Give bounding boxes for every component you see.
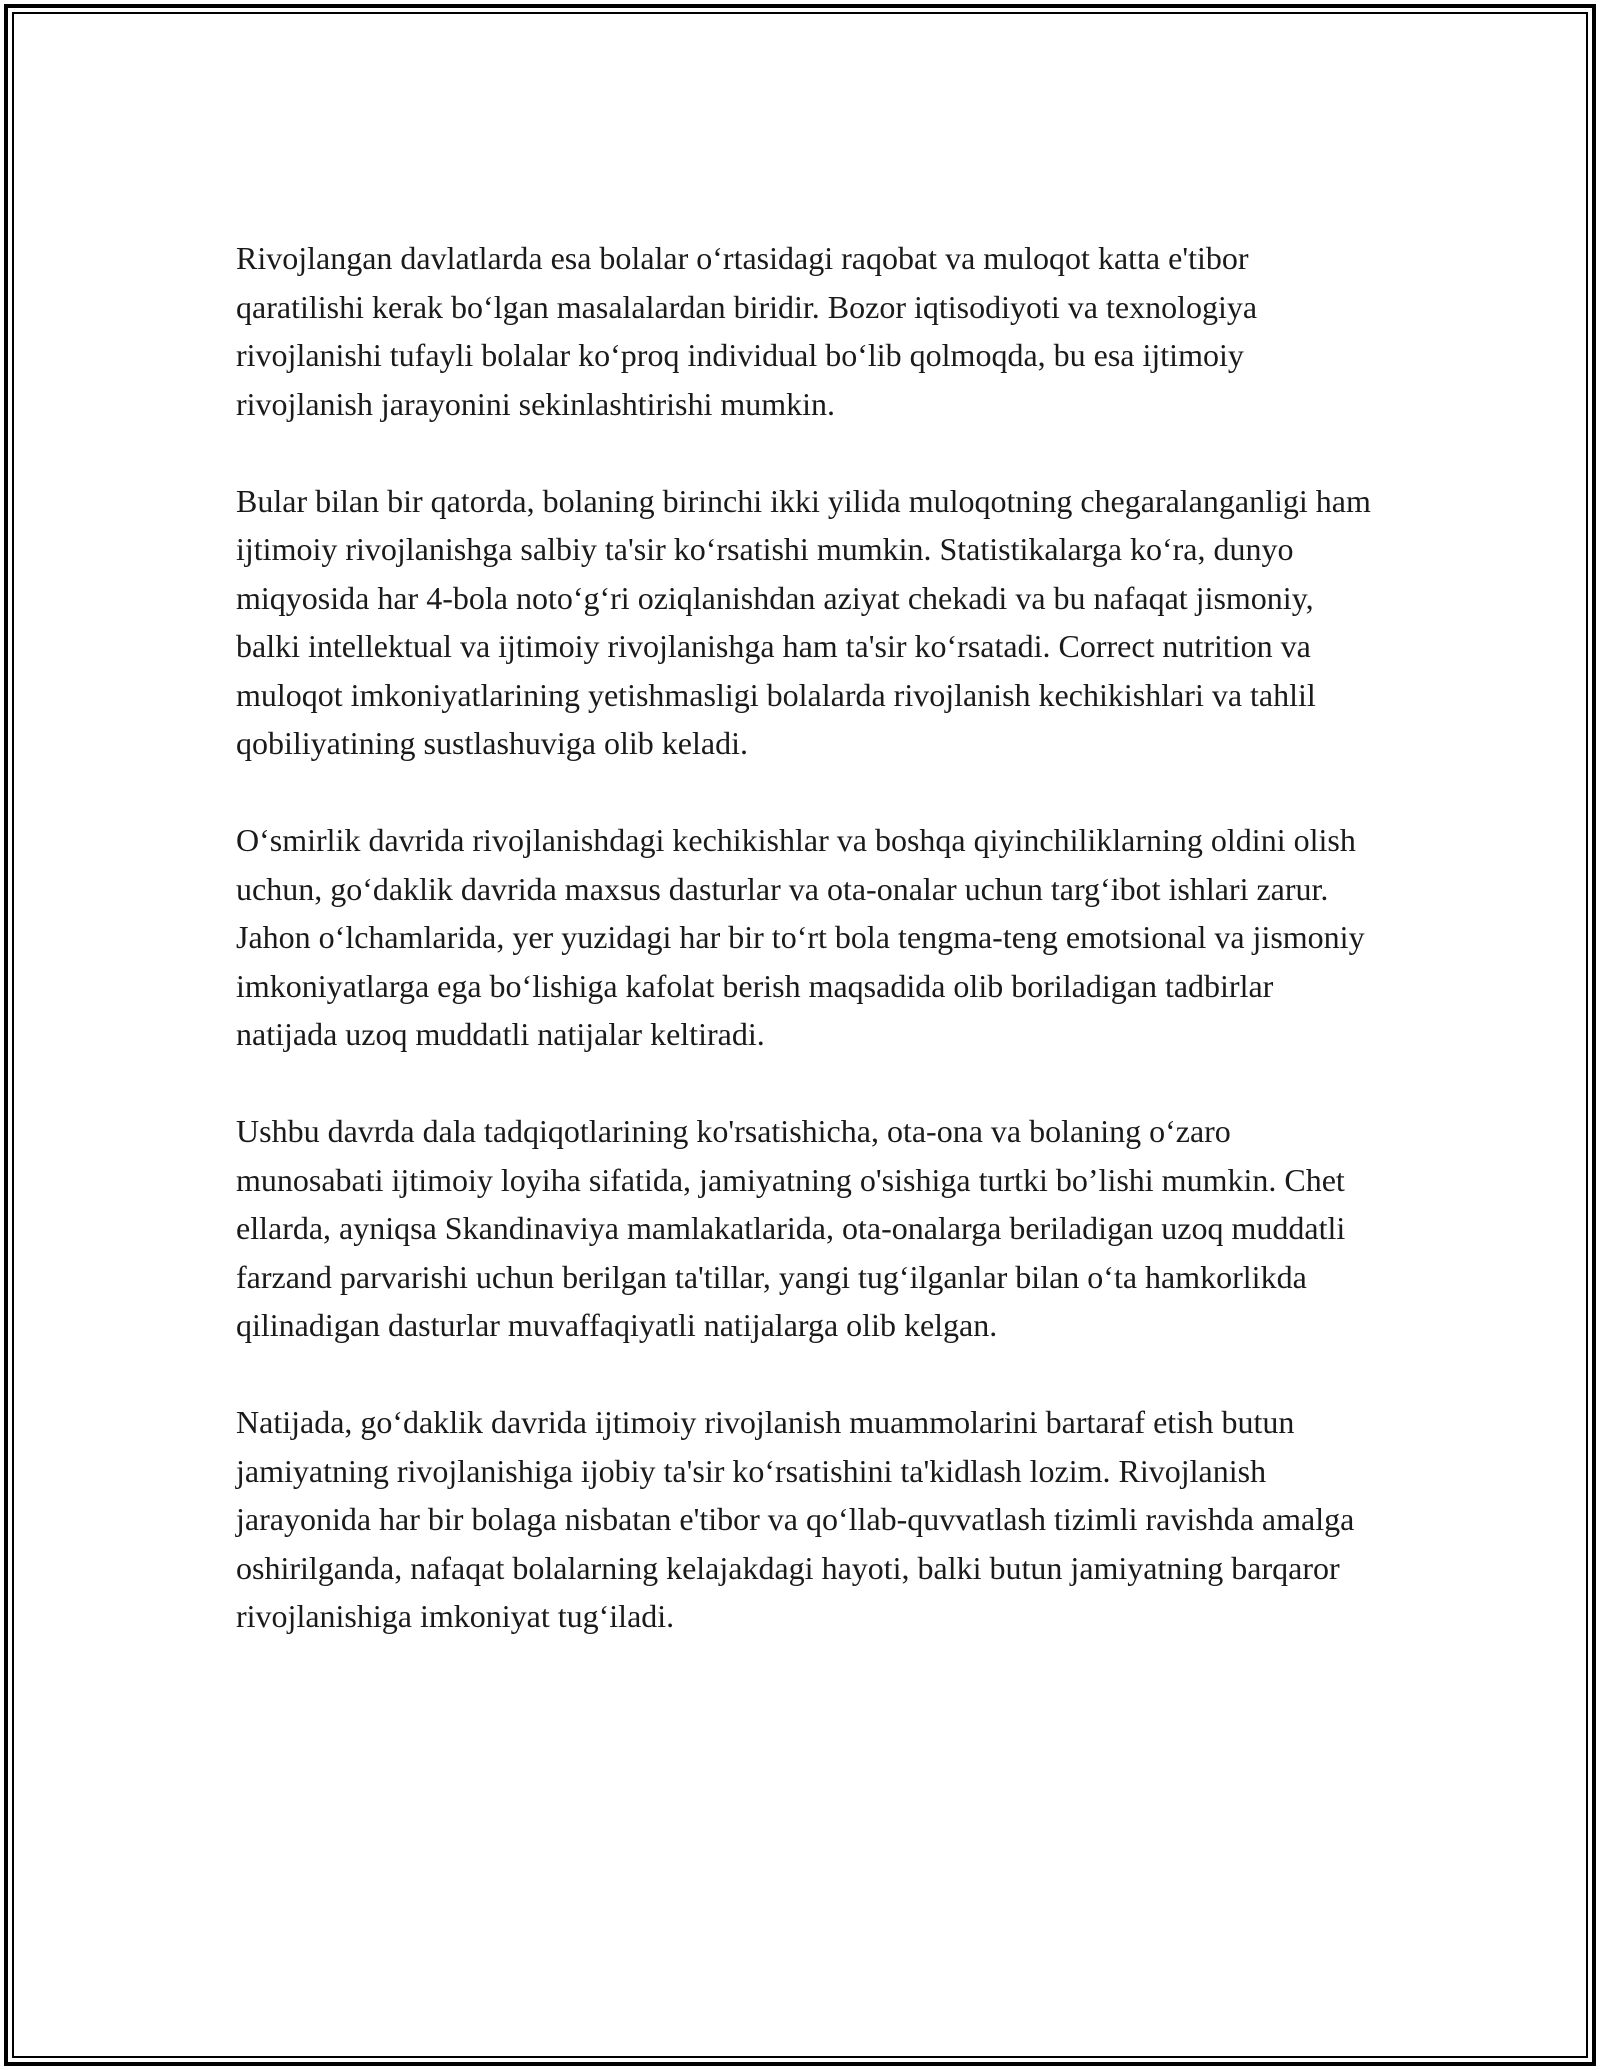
paragraph-5: Natijada, go‘daklik davrida ijtimoiy rivojlanish muammolarini bartaraf etish butun jamiyatning rivojlanishiga ijobiy ta'sir ko‘rsatishini ta'kidlash lozim. Rivojlanish jarayonida har bir bolaga nisbatan e'tibor va qo‘llab-quvvatlash tizimli ravishda amalga oshirilganda, nafaqat bolalarning kelajakdagi hayoti, balki butun jamiyatning barqaror rivojlanishiga imkoniyat tug‘iladi. [236,1404,1355,1634]
paragraph-1: Rivojlangan davlatlarda esa bolalar o‘rtasidagi raqobat va muloqot katta e'tibor qaratilishi kerak bo‘lgan masalalardan biridir. Bozor iqtisodiyoti va texnologiya rivojlanishi tufayli bolalar ko‘proq individual bo‘lib qolmoqda, bu esa ijtimoiy rivojlanish jarayonini sekinlashtirishi mumkin. [236,240,1258,422]
paragraph-4: Ushbu davrda dala tadqiqotlarining ko'rsatishicha, ota-ona va bolaning o‘zaro munosabati ijtimoiy loyiha sifatida, jamiyatning o'sishiga turtki bo’lishi mumkin. Chet ellarda, ayniqsa Skandinaviya mamlakatlarida, ota-onalarga beriladigan uzoq muddatli farzand parvarishi uchun berilgan ta'tillar, yangi tug‘ilganlar bilan o‘ta hamkorlikda qilinadigan dasturlar muvaffaqiyatli natijalarga olib kelgan. [236,1113,1346,1343]
paragraph-3: O‘smirlik davrida rivojlanishdagi kechikishlar va boshqa qiyinchiliklarning oldini olish uchun, go‘daklik davrida maxsus dasturlar va ota-onalar uchun targ‘ibot ishlari zarur. Jahon o‘lchamlarida, yer yuzidagi har bir to‘rt bola tengma-teng emotsional va jismoniy imkoniyatlarga ega bo‘lishiga kafolat berish maqsadida olib boriladigan tadbirlar natijada uzoq muddatli natijalar keltiradi. [236,822,1365,1052]
document-body [236,234,1371,1689]
paragraph-2: Bular bilan bir qatorda, bolaning birinchi ikki yilida muloqotning chegaralanganligi ham ijtimoiy rivojlanishga salbiy ta'sir ko‘rsatishi mumkin. Statistikalarga ko‘ra, dunyo miqyosida har 4-bola noto‘g‘ri oziqlanishdan aziyat chekadi va bu nafaqat jismoniy, balki intellektual va ijtimoiy rivojlanishga ham ta'sir ko‘rsatadi. Correct nutrition va muloqot imkoniyatlarining yetishmasligi bolalarda rivojlanish kechikishlari va tahlil qobiliyatining sustlashuviga olib keladi. [236,482,1371,761]
